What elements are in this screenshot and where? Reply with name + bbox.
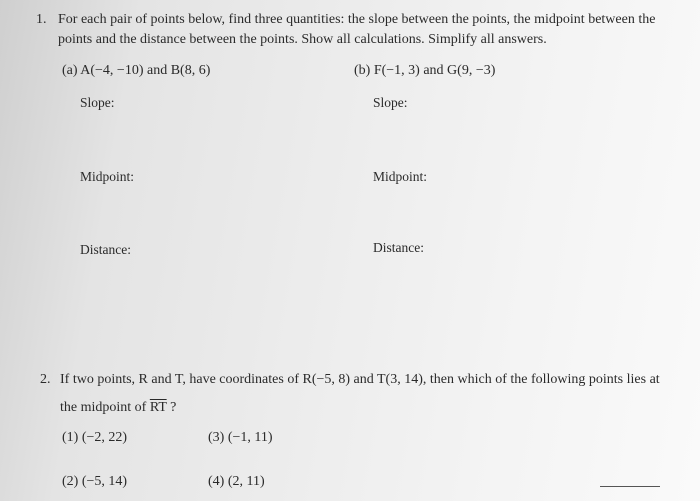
q1-b-midpoint-label: Midpoint: xyxy=(373,169,428,184)
q1-b-distance-label: Distance: xyxy=(373,240,424,255)
q2-text-line2-suffix: ? xyxy=(166,400,177,415)
q1-number: 1. xyxy=(36,12,47,27)
q1-part-a-label: (a) A(−4, −10) and B(8, 6) xyxy=(62,63,211,78)
q2-choice-3: (3) (−1, 11) xyxy=(208,430,273,445)
q2-text-line2-prefix: the midpoint of xyxy=(60,400,150,415)
q2-segment-rt: $\overline{RT}$ xyxy=(149,400,167,415)
q2-choice-1: (1) (−2, 22) xyxy=(62,430,128,445)
q2-choice-2: (2) (−5, 14) xyxy=(62,474,128,489)
q2-text-line2 xyxy=(60,400,176,416)
q1-b-slope-label: Slope: xyxy=(373,95,408,110)
q2-text-line1: If two points, R and T, have coordinates of R(−5, 8) and T(3, 14), then which of the following points lies at xyxy=(60,372,660,387)
q1-a-distance-label: Distance: xyxy=(80,242,131,257)
q1-text-line2: points and the distance between the points. Show all calculations. Simplify all answers. xyxy=(58,32,547,47)
q2-number: 2. xyxy=(40,372,51,387)
answer-line xyxy=(600,486,660,487)
q1-a-slope-label: Slope: xyxy=(80,95,115,110)
q1-text-line1: For each pair of points below, find three quantities: the slope between the points, the midpoint between the xyxy=(58,12,656,27)
q1-part-b-label: (b) F(−1, 3) and G(9, −3) xyxy=(354,63,496,78)
q1-a-midpoint-label: Midpoint: xyxy=(80,169,135,184)
q2-choice-4: (4) (2, 11) xyxy=(208,474,265,489)
